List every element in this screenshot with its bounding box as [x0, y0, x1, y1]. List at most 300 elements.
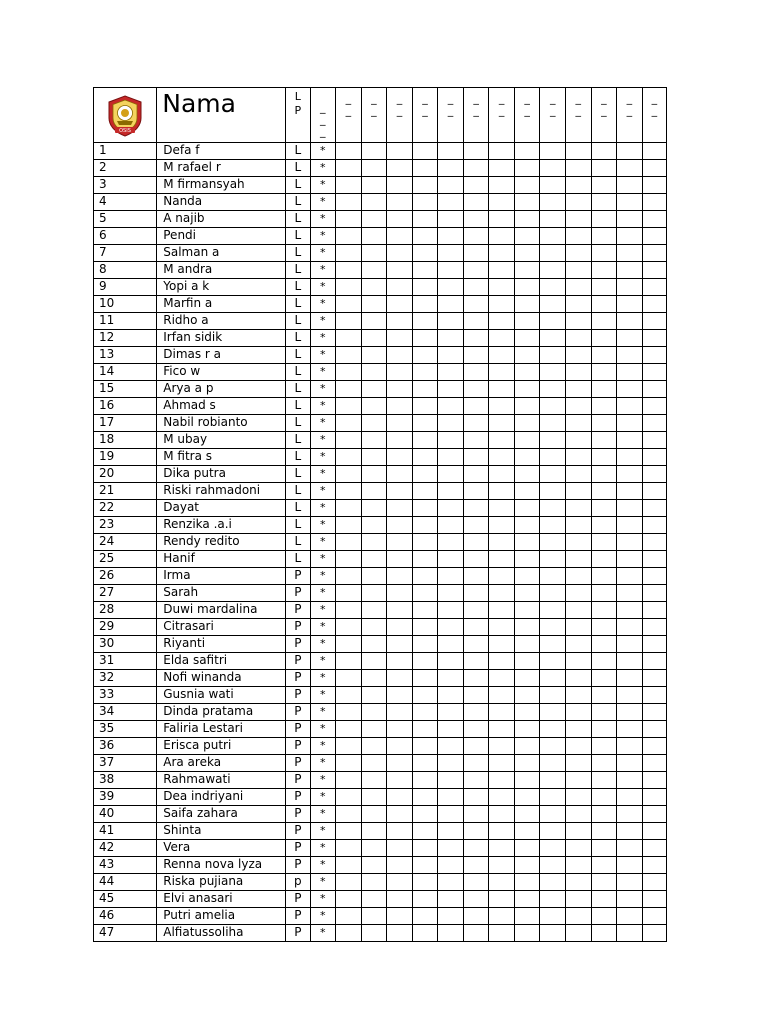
empty-cell[interactable]: [361, 296, 387, 313]
empty-cell[interactable]: [617, 449, 643, 466]
empty-cell[interactable]: [642, 670, 666, 687]
empty-cell[interactable]: [387, 364, 413, 381]
empty-cell[interactable]: [617, 228, 643, 245]
empty-cell[interactable]: [617, 347, 643, 364]
empty-cell[interactable]: [642, 279, 666, 296]
empty-cell[interactable]: [642, 585, 666, 602]
empty-cell[interactable]: [412, 721, 438, 738]
empty-cell[interactable]: [566, 517, 592, 534]
empty-cell[interactable]: [489, 653, 515, 670]
empty-cell[interactable]: [566, 466, 592, 483]
empty-cell[interactable]: [540, 891, 566, 908]
empty-cell[interactable]: [438, 772, 464, 789]
empty-cell[interactable]: [336, 619, 362, 636]
empty-cell[interactable]: [361, 789, 387, 806]
empty-cell[interactable]: [642, 245, 666, 262]
empty-cell[interactable]: [540, 585, 566, 602]
empty-cell[interactable]: [617, 500, 643, 517]
empty-cell[interactable]: [540, 160, 566, 177]
empty-cell[interactable]: [438, 891, 464, 908]
empty-cell[interactable]: [336, 466, 362, 483]
empty-cell[interactable]: [514, 636, 540, 653]
empty-cell[interactable]: [463, 211, 489, 228]
empty-cell[interactable]: [387, 721, 413, 738]
empty-cell[interactable]: [591, 279, 617, 296]
empty-cell[interactable]: [514, 619, 540, 636]
empty-cell[interactable]: [412, 211, 438, 228]
empty-cell[interactable]: [463, 432, 489, 449]
empty-cell[interactable]: [540, 245, 566, 262]
empty-cell[interactable]: [540, 840, 566, 857]
empty-cell[interactable]: [617, 823, 643, 840]
empty-cell[interactable]: [463, 364, 489, 381]
empty-cell[interactable]: [387, 738, 413, 755]
empty-cell[interactable]: [489, 602, 515, 619]
empty-cell[interactable]: [489, 364, 515, 381]
empty-cell[interactable]: [617, 891, 643, 908]
empty-cell[interactable]: [540, 500, 566, 517]
empty-cell[interactable]: [591, 653, 617, 670]
empty-cell[interactable]: [336, 415, 362, 432]
empty-cell[interactable]: [514, 245, 540, 262]
empty-cell[interactable]: [489, 245, 515, 262]
empty-cell[interactable]: [591, 619, 617, 636]
empty-cell[interactable]: [566, 772, 592, 789]
empty-cell[interactable]: [591, 738, 617, 755]
empty-cell[interactable]: [387, 534, 413, 551]
empty-cell[interactable]: [591, 551, 617, 568]
empty-cell[interactable]: [540, 755, 566, 772]
empty-cell[interactable]: [412, 840, 438, 857]
empty-cell[interactable]: [336, 160, 362, 177]
empty-cell[interactable]: [336, 925, 362, 942]
empty-cell[interactable]: [617, 755, 643, 772]
empty-cell[interactable]: [412, 908, 438, 925]
empty-cell[interactable]: [361, 534, 387, 551]
empty-cell[interactable]: [463, 347, 489, 364]
empty-cell[interactable]: [617, 211, 643, 228]
empty-cell[interactable]: [387, 347, 413, 364]
empty-cell[interactable]: [514, 500, 540, 517]
empty-cell[interactable]: [412, 670, 438, 687]
empty-cell[interactable]: [540, 704, 566, 721]
empty-cell[interactable]: [489, 857, 515, 874]
empty-cell[interactable]: [514, 534, 540, 551]
empty-cell[interactable]: [566, 296, 592, 313]
empty-cell[interactable]: [642, 228, 666, 245]
empty-cell[interactable]: [489, 789, 515, 806]
empty-cell[interactable]: [387, 449, 413, 466]
empty-cell[interactable]: [336, 772, 362, 789]
empty-cell[interactable]: [591, 500, 617, 517]
empty-cell[interactable]: [489, 466, 515, 483]
empty-cell[interactable]: [361, 891, 387, 908]
empty-cell[interactable]: [361, 415, 387, 432]
empty-cell[interactable]: [566, 534, 592, 551]
empty-cell[interactable]: [642, 568, 666, 585]
empty-cell[interactable]: [412, 262, 438, 279]
empty-cell[interactable]: [591, 568, 617, 585]
empty-cell[interactable]: [438, 755, 464, 772]
empty-cell[interactable]: [642, 874, 666, 891]
empty-cell[interactable]: [617, 653, 643, 670]
empty-cell[interactable]: [336, 551, 362, 568]
empty-cell[interactable]: [591, 755, 617, 772]
empty-cell[interactable]: [514, 432, 540, 449]
empty-cell[interactable]: [566, 925, 592, 942]
empty-cell[interactable]: [387, 568, 413, 585]
empty-cell[interactable]: [514, 296, 540, 313]
empty-cell[interactable]: [412, 636, 438, 653]
empty-cell[interactable]: [438, 636, 464, 653]
empty-cell[interactable]: [514, 262, 540, 279]
empty-cell[interactable]: [514, 143, 540, 160]
empty-cell[interactable]: [566, 891, 592, 908]
empty-cell[interactable]: [514, 823, 540, 840]
empty-cell[interactable]: [412, 279, 438, 296]
empty-cell[interactable]: [617, 568, 643, 585]
empty-cell[interactable]: [642, 160, 666, 177]
empty-cell[interactable]: [540, 721, 566, 738]
empty-cell[interactable]: [463, 466, 489, 483]
empty-cell[interactable]: [387, 296, 413, 313]
empty-cell[interactable]: [540, 449, 566, 466]
empty-cell[interactable]: [412, 398, 438, 415]
empty-cell[interactable]: [566, 840, 592, 857]
empty-cell[interactable]: [387, 500, 413, 517]
empty-cell[interactable]: [361, 670, 387, 687]
empty-cell[interactable]: [566, 687, 592, 704]
empty-cell[interactable]: [591, 143, 617, 160]
empty-cell[interactable]: [566, 398, 592, 415]
empty-cell[interactable]: [412, 143, 438, 160]
empty-cell[interactable]: [361, 330, 387, 347]
empty-cell[interactable]: [591, 602, 617, 619]
empty-cell[interactable]: [642, 857, 666, 874]
empty-cell[interactable]: [566, 619, 592, 636]
empty-cell[interactable]: [463, 806, 489, 823]
empty-cell[interactable]: [617, 806, 643, 823]
empty-cell[interactable]: [617, 143, 643, 160]
empty-cell[interactable]: [540, 517, 566, 534]
empty-cell[interactable]: [387, 670, 413, 687]
empty-cell[interactable]: [617, 194, 643, 211]
empty-cell[interactable]: [412, 585, 438, 602]
empty-cell[interactable]: [566, 670, 592, 687]
empty-cell[interactable]: [489, 755, 515, 772]
empty-cell[interactable]: [438, 670, 464, 687]
empty-cell[interactable]: [617, 364, 643, 381]
empty-cell[interactable]: [642, 500, 666, 517]
empty-cell[interactable]: [412, 517, 438, 534]
empty-cell[interactable]: [591, 772, 617, 789]
empty-cell[interactable]: [489, 517, 515, 534]
empty-cell[interactable]: [591, 823, 617, 840]
empty-cell[interactable]: [387, 517, 413, 534]
empty-cell[interactable]: [514, 194, 540, 211]
empty-cell[interactable]: [412, 194, 438, 211]
empty-cell[interactable]: [361, 755, 387, 772]
empty-cell[interactable]: [438, 500, 464, 517]
empty-cell[interactable]: [566, 755, 592, 772]
empty-cell[interactable]: [566, 432, 592, 449]
empty-cell[interactable]: [361, 143, 387, 160]
empty-cell[interactable]: [566, 364, 592, 381]
empty-cell[interactable]: [412, 245, 438, 262]
empty-cell[interactable]: [642, 891, 666, 908]
empty-cell[interactable]: [617, 721, 643, 738]
empty-cell[interactable]: [540, 330, 566, 347]
empty-cell[interactable]: [514, 840, 540, 857]
empty-cell[interactable]: [591, 891, 617, 908]
empty-cell[interactable]: [642, 415, 666, 432]
empty-cell[interactable]: [336, 483, 362, 500]
empty-cell[interactable]: [566, 823, 592, 840]
empty-cell[interactable]: [514, 585, 540, 602]
empty-cell[interactable]: [438, 619, 464, 636]
empty-cell[interactable]: [591, 449, 617, 466]
empty-cell[interactable]: [617, 619, 643, 636]
empty-cell[interactable]: [540, 177, 566, 194]
empty-cell[interactable]: [336, 891, 362, 908]
empty-cell[interactable]: [438, 211, 464, 228]
empty-cell[interactable]: [387, 194, 413, 211]
empty-cell[interactable]: [361, 925, 387, 942]
empty-cell[interactable]: [566, 330, 592, 347]
empty-cell[interactable]: [514, 347, 540, 364]
empty-cell[interactable]: [336, 670, 362, 687]
empty-cell[interactable]: [642, 704, 666, 721]
empty-cell[interactable]: [617, 874, 643, 891]
empty-cell[interactable]: [514, 415, 540, 432]
empty-cell[interactable]: [617, 432, 643, 449]
empty-cell[interactable]: [336, 262, 362, 279]
empty-cell[interactable]: [463, 653, 489, 670]
empty-cell[interactable]: [336, 755, 362, 772]
empty-cell[interactable]: [361, 160, 387, 177]
empty-cell[interactable]: [591, 347, 617, 364]
empty-cell[interactable]: [514, 670, 540, 687]
empty-cell[interactable]: [336, 823, 362, 840]
empty-cell[interactable]: [642, 313, 666, 330]
empty-cell[interactable]: [514, 891, 540, 908]
empty-cell[interactable]: [642, 517, 666, 534]
empty-cell[interactable]: [591, 840, 617, 857]
empty-cell[interactable]: [514, 789, 540, 806]
empty-cell[interactable]: [387, 262, 413, 279]
empty-cell[interactable]: [387, 874, 413, 891]
empty-cell[interactable]: [642, 466, 666, 483]
empty-cell[interactable]: [540, 534, 566, 551]
empty-cell[interactable]: [463, 398, 489, 415]
empty-cell[interactable]: [336, 568, 362, 585]
empty-cell[interactable]: [540, 568, 566, 585]
empty-cell[interactable]: [336, 245, 362, 262]
empty-cell[interactable]: [566, 602, 592, 619]
empty-cell[interactable]: [540, 296, 566, 313]
empty-cell[interactable]: [566, 721, 592, 738]
empty-cell[interactable]: [438, 466, 464, 483]
empty-cell[interactable]: [387, 483, 413, 500]
empty-cell[interactable]: [617, 670, 643, 687]
empty-cell[interactable]: [412, 755, 438, 772]
empty-cell[interactable]: [514, 857, 540, 874]
empty-cell[interactable]: [642, 211, 666, 228]
empty-cell[interactable]: [438, 347, 464, 364]
empty-cell[interactable]: [617, 296, 643, 313]
empty-cell[interactable]: [438, 483, 464, 500]
empty-cell[interactable]: [617, 925, 643, 942]
empty-cell[interactable]: [412, 347, 438, 364]
empty-cell[interactable]: [463, 177, 489, 194]
empty-cell[interactable]: [540, 483, 566, 500]
empty-cell[interactable]: [463, 636, 489, 653]
empty-cell[interactable]: [591, 415, 617, 432]
empty-cell[interactable]: [387, 891, 413, 908]
empty-cell[interactable]: [387, 551, 413, 568]
empty-cell[interactable]: [591, 585, 617, 602]
empty-cell[interactable]: [642, 602, 666, 619]
empty-cell[interactable]: [336, 789, 362, 806]
empty-cell[interactable]: [617, 534, 643, 551]
empty-cell[interactable]: [412, 160, 438, 177]
empty-cell[interactable]: [514, 874, 540, 891]
empty-cell[interactable]: [540, 874, 566, 891]
empty-cell[interactable]: [412, 619, 438, 636]
empty-cell[interactable]: [566, 160, 592, 177]
empty-cell[interactable]: [387, 653, 413, 670]
empty-cell[interactable]: [514, 330, 540, 347]
empty-cell[interactable]: [642, 840, 666, 857]
empty-cell[interactable]: [336, 738, 362, 755]
empty-cell[interactable]: [387, 398, 413, 415]
empty-cell[interactable]: [387, 925, 413, 942]
empty-cell[interactable]: [591, 925, 617, 942]
empty-cell[interactable]: [412, 483, 438, 500]
empty-cell[interactable]: [336, 857, 362, 874]
empty-cell[interactable]: [463, 262, 489, 279]
empty-cell[interactable]: [540, 364, 566, 381]
empty-cell[interactable]: [591, 857, 617, 874]
empty-cell[interactable]: [361, 568, 387, 585]
empty-cell[interactable]: [514, 653, 540, 670]
empty-cell[interactable]: [412, 857, 438, 874]
empty-cell[interactable]: [617, 177, 643, 194]
empty-cell[interactable]: [463, 449, 489, 466]
empty-cell[interactable]: [387, 636, 413, 653]
empty-cell[interactable]: [489, 296, 515, 313]
empty-cell[interactable]: [463, 772, 489, 789]
empty-cell[interactable]: [617, 466, 643, 483]
empty-cell[interactable]: [540, 789, 566, 806]
empty-cell[interactable]: [591, 432, 617, 449]
empty-cell[interactable]: [489, 738, 515, 755]
empty-cell[interactable]: [591, 228, 617, 245]
empty-cell[interactable]: [514, 551, 540, 568]
empty-cell[interactable]: [540, 347, 566, 364]
empty-cell[interactable]: [514, 160, 540, 177]
empty-cell[interactable]: [591, 687, 617, 704]
empty-cell[interactable]: [438, 653, 464, 670]
empty-cell[interactable]: [566, 449, 592, 466]
empty-cell[interactable]: [336, 806, 362, 823]
empty-cell[interactable]: [361, 704, 387, 721]
empty-cell[interactable]: [514, 908, 540, 925]
empty-cell[interactable]: [617, 262, 643, 279]
empty-cell[interactable]: [412, 568, 438, 585]
empty-cell[interactable]: [412, 534, 438, 551]
empty-cell[interactable]: [412, 381, 438, 398]
empty-cell[interactable]: [642, 432, 666, 449]
empty-cell[interactable]: [540, 857, 566, 874]
empty-cell[interactable]: [463, 602, 489, 619]
empty-cell[interactable]: [489, 381, 515, 398]
empty-cell[interactable]: [336, 143, 362, 160]
empty-cell[interactable]: [336, 381, 362, 398]
empty-cell[interactable]: [438, 738, 464, 755]
empty-cell[interactable]: [642, 636, 666, 653]
empty-cell[interactable]: [336, 194, 362, 211]
empty-cell[interactable]: [438, 874, 464, 891]
empty-cell[interactable]: [489, 177, 515, 194]
empty-cell[interactable]: [566, 279, 592, 296]
empty-cell[interactable]: [412, 449, 438, 466]
empty-cell[interactable]: [591, 704, 617, 721]
empty-cell[interactable]: [336, 313, 362, 330]
empty-cell[interactable]: [412, 432, 438, 449]
empty-cell[interactable]: [438, 194, 464, 211]
empty-cell[interactable]: [617, 313, 643, 330]
empty-cell[interactable]: [489, 415, 515, 432]
empty-cell[interactable]: [387, 823, 413, 840]
empty-cell[interactable]: [438, 364, 464, 381]
empty-cell[interactable]: [412, 177, 438, 194]
empty-cell[interactable]: [566, 262, 592, 279]
empty-cell[interactable]: [361, 228, 387, 245]
empty-cell[interactable]: [336, 704, 362, 721]
empty-cell[interactable]: [489, 500, 515, 517]
empty-cell[interactable]: [387, 704, 413, 721]
empty-cell[interactable]: [387, 772, 413, 789]
empty-cell[interactable]: [463, 789, 489, 806]
empty-cell[interactable]: [463, 670, 489, 687]
empty-cell[interactable]: [412, 313, 438, 330]
empty-cell[interactable]: [438, 602, 464, 619]
empty-cell[interactable]: [412, 704, 438, 721]
empty-cell[interactable]: [514, 755, 540, 772]
empty-cell[interactable]: [617, 551, 643, 568]
empty-cell[interactable]: [489, 228, 515, 245]
empty-cell[interactable]: [463, 313, 489, 330]
empty-cell[interactable]: [336, 449, 362, 466]
empty-cell[interactable]: [463, 874, 489, 891]
empty-cell[interactable]: [361, 840, 387, 857]
empty-cell[interactable]: [463, 585, 489, 602]
empty-cell[interactable]: [412, 687, 438, 704]
empty-cell[interactable]: [617, 517, 643, 534]
empty-cell[interactable]: [412, 738, 438, 755]
empty-cell[interactable]: [387, 211, 413, 228]
empty-cell[interactable]: [361, 177, 387, 194]
empty-cell[interactable]: [463, 619, 489, 636]
empty-cell[interactable]: [489, 908, 515, 925]
empty-cell[interactable]: [514, 381, 540, 398]
empty-cell[interactable]: [336, 432, 362, 449]
empty-cell[interactable]: [387, 177, 413, 194]
empty-cell[interactable]: [540, 653, 566, 670]
empty-cell[interactable]: [463, 534, 489, 551]
empty-cell[interactable]: [642, 534, 666, 551]
